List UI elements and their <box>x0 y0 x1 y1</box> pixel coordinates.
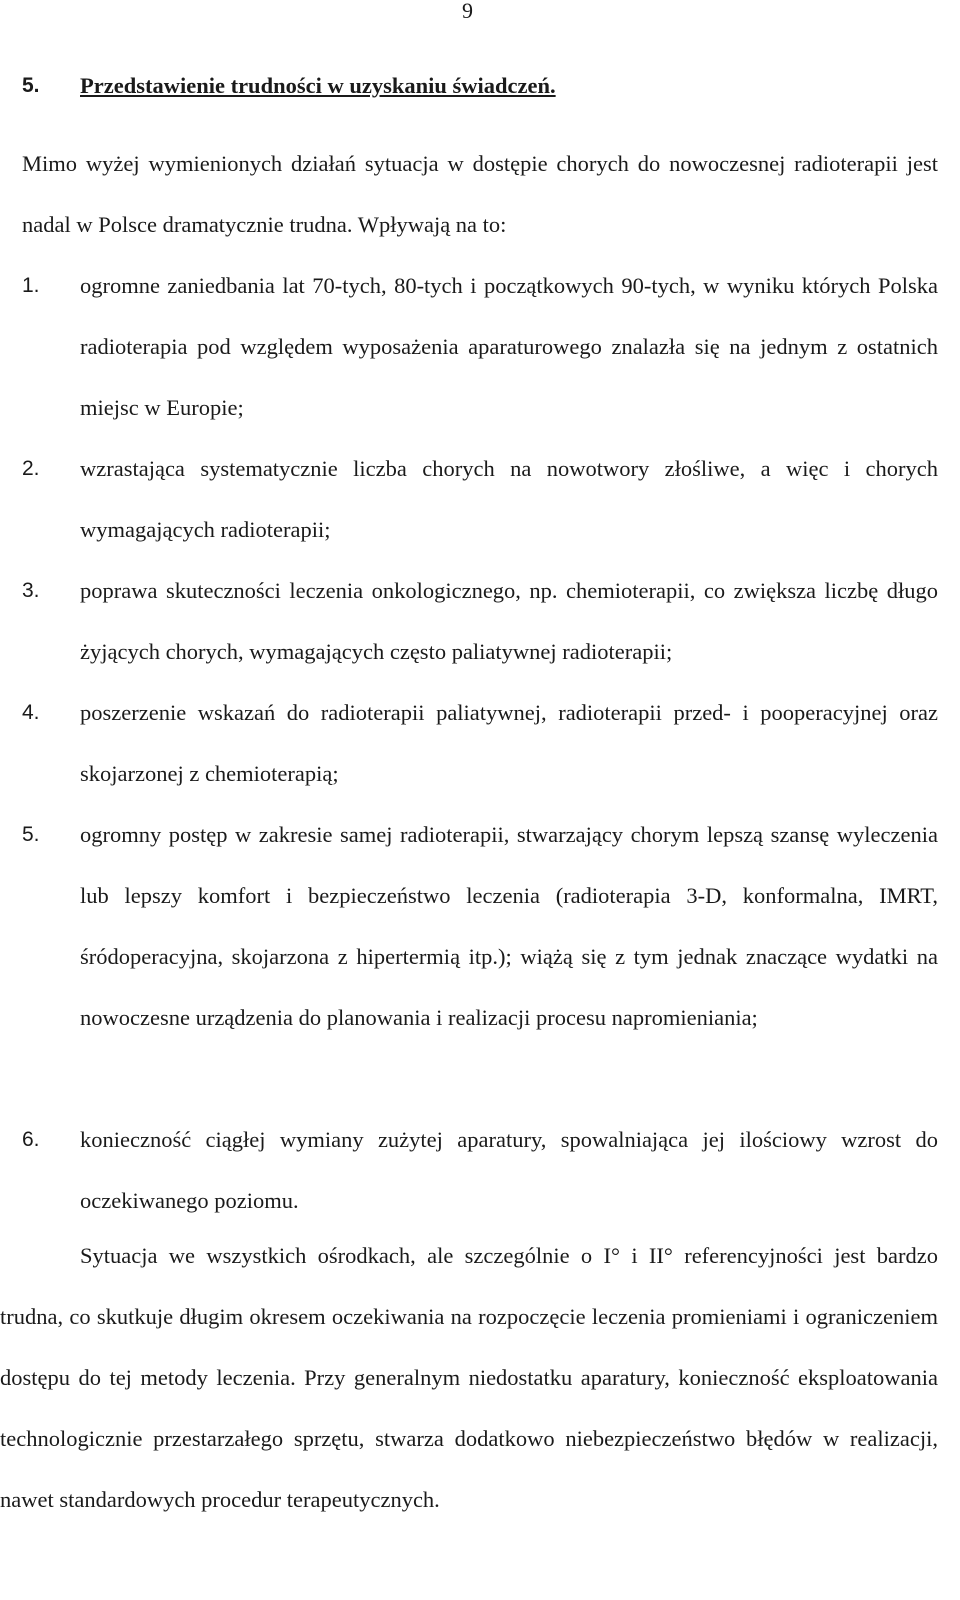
list-item <box>22 804 938 1048</box>
list-item-text: ogromne zaniedbania lat 70-tych, 80-tych i początkowych 90-tych, w wyniku których Polska radioterapia pod względem wyposażenia aparaturowego znalazła się na jednym z ostatnich miejsc w Europie; <box>80 273 938 420</box>
section-number: 5. <box>22 74 40 97</box>
page-number: 9 <box>462 0 473 23</box>
list-item-number: 6. <box>22 1128 40 1151</box>
intro-paragraph: Mimo wyżej wymienionych działań sytuacja w dostępie chorych do nowoczesnej radioterapii jest nadal w Polsce dramatycznie trudna. Wpływają na to: <box>22 151 938 237</box>
list-item-text: wzrastająca systematycznie liczba chorych na nowotwory złośliwe, a więc i chorych wymagających radioterapii; <box>80 456 938 542</box>
section-title: Przedstawienie trudności w uzyskaniu świadczeń. <box>80 73 556 98</box>
list-item <box>22 1109 938 1231</box>
list-item-text: ogromny postęp w zakresie samej radioterapii, stwarzający chorym lepszą szansę wyleczenia lub lepszy komfort i bezpieczeństwo leczenia (radioterapia 3-D, konformalna, IMRT, śródoperacyjna, skojarzona z hipertermią itp.); wiążą się z tym jednak znaczące wydatki na nowoczesne urządzenia do planowania i realizacji procesu napromieniania; <box>80 822 938 1030</box>
list-item-text: konieczność ciągłej wymiany zużytej aparatury, spowalniająca jej ilościowy wzrost do oczekiwanego poziomu. <box>80 1127 938 1213</box>
list-item <box>22 560 938 682</box>
list-item-number: 4. <box>22 701 40 724</box>
list-item-number: 2. <box>22 457 40 480</box>
list-item-number: 3. <box>22 579 40 602</box>
list-item <box>22 438 938 560</box>
list-item-text: poszerzenie wskazań do radioterapii paliatywnej, radioterapii przed- i pooperacyjnej oraz skojarzonej z chemioterapią; <box>80 700 938 786</box>
closing-paragraph: Sytuacja we wszystkich ośrodkach, ale szczególnie o I° i II° referencyjności jest bardzo trudna, co skutkuje długim okresem oczekiwania na rozpoczęcie leczenia promieniami i ograniczeniem dostępu do tej metody leczenia. Przy generalnym niedostatku aparatury, konieczność eksploatowania technologicznie przestarzałego sprzętu, stwarza dodatkowo niebezpieczeństwo błędów w realizacji, nawet standardowych procedur terapeutycznych. <box>0 1243 938 1512</box>
list-item-number: 5. <box>22 823 40 846</box>
list-item <box>22 682 938 804</box>
list-item-number: 1. <box>22 274 40 297</box>
list-item-text: poprawa skuteczności leczenia onkologicznego, np. chemioterapii, co zwiększa liczbę długo żyjących chorych, wymagających często paliatywnej radioterapii; <box>80 578 938 664</box>
list-item <box>22 255 938 438</box>
